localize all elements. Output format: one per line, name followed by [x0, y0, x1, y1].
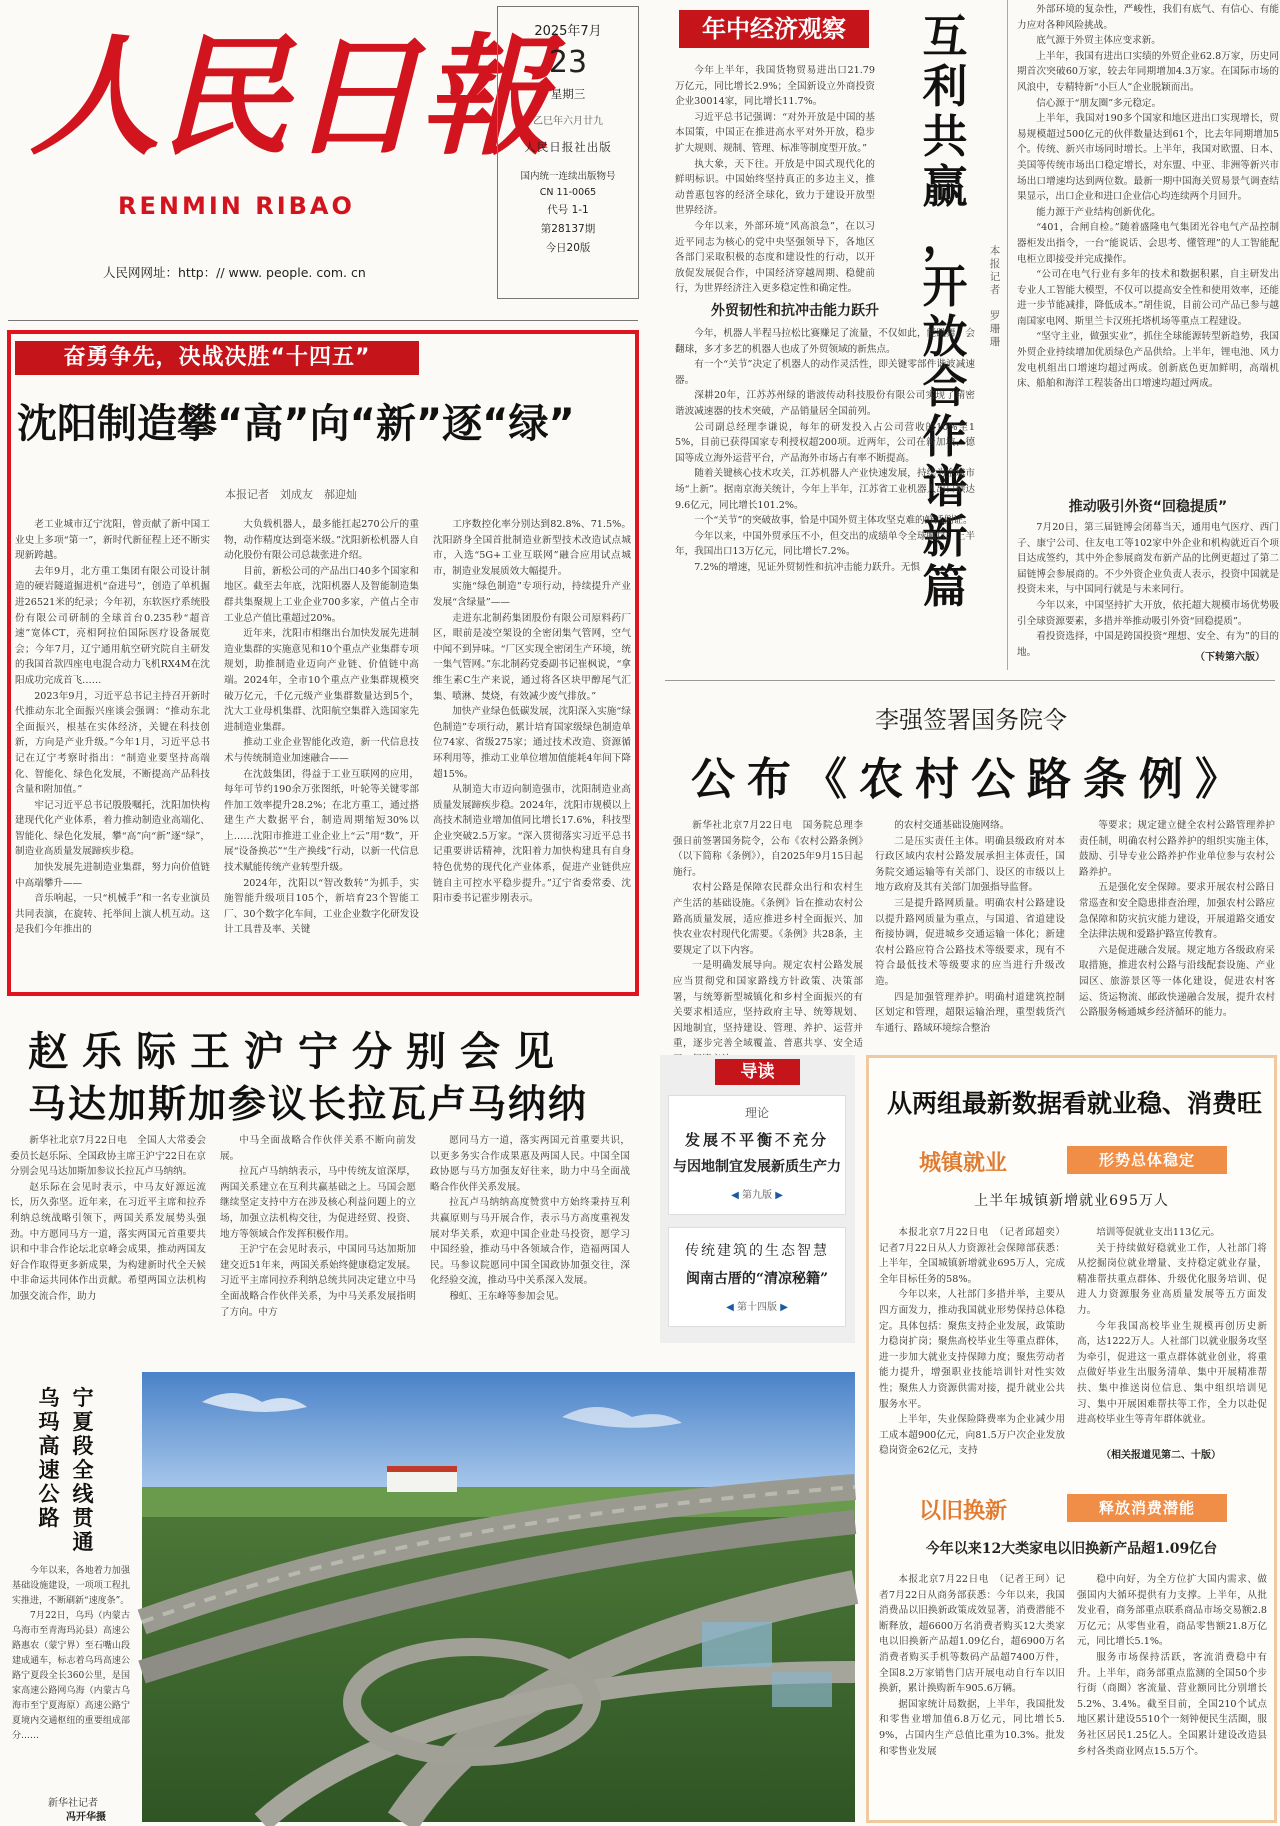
section2-subhead: 今年以来12大类家电以旧换新产品超1.09亿台	[925, 1541, 1218, 1557]
paragraph: 深耕20年，江苏苏州绿的谐波传动科技股份有限公司实现了精密谐波减速器的技术突破，产品销量居全国前列。	[675, 390, 975, 417]
daodu-item-1-kicker: 理论	[744, 1106, 769, 1120]
paragraph: 走进东北制药集团股份有限公司原料药厂区，眼前是凌空架设的全密闭集气管网，空气中闻不到异味。“厂区实现全密闭生产环境，统一集气管网。”东北制药党委副书记崔枫说，“拿维生素C生产来说，通过将各区块甲醇尾气汇集、喷淋、焚烧，有效减少废气排放。”	[433, 612, 631, 702]
paragraph: 据国家统计局数据，上半年，我国批发和零售业增加值6.8万亿元，同比增长5.9%，占国内生产总值比重为10.3%。批发和零售业发展	[879, 1698, 1065, 1757]
midyear-subhead-2: 推动吸引外资“回稳提质”	[1068, 499, 1228, 515]
paragraph: 2023年9月，习近平总书记主持召开新时代推动东北全面振兴座谈会强调：“推动东北全面振兴，根基在实体经济，关键在科技创新，方向是产业升级。”今年1月，习近平总书记在辽宁考察时指出：“制造业要坚持高端化、智能化、绿色化发展，不断提高产品科技含量和附加值。”	[15, 690, 210, 796]
svg-text:人民日報: 人民日報	[30, 20, 551, 173]
paragraph: 上半年，我国有进出口实绩的外贸企业62.8万家，历史同期首次突破60万家，较去年同期增加4.3万家。在国际市场的风浪中，专精特新“小巨人”企业脱颖而出。	[1017, 50, 1279, 93]
paragraph: 加快产业绿色低碳发展，沈阳深入实施“绿色制造”专项行动，累计培育国家级绿色制造单位74家、省级275家；通过技术改造、资源循环利用等，推动工业单位增加值能耗4年间下降超15%。	[433, 706, 631, 780]
paragraph: 今年以来，外部环境“风高浪急”，在以习近平同志为核心的党中央坚强领导下，各地区各部门采取积极的态度和建设性的行动，以开放促发展促合作，中国经济穿越周期、稳健前行，为世界经济注入更多稳定性和确定性。	[675, 220, 875, 295]
paragraph: 公司副总经理李谦说，每年的研发投入占公司营收的10%至15%，目前已获得国家专利授权超200项。近两年，公司在新加坡、德国等成立海外运营平台，产品海外市场占有率不断提高。	[675, 421, 975, 464]
midyear-col-2b	[1017, 520, 1279, 658]
paragraph: 六是促进融合发展。规定地方各级政府采取措施，推进农村公路与沿线配套设施、产业园区、旅游景区等一体化建设，促进农村客运、货运物流、邮政快递融合发展，提升农村公路服务畅通城乡经济循环的能力。	[1079, 944, 1275, 1019]
section2-col-1	[879, 1572, 1065, 1817]
paragraph: 执大象，天下往。开放是中国式现代化的鲜明标识。中国始终坚持真正的多边主义，推动普惠包容的经济全球化，致力于建设开放型世界经济。	[675, 158, 875, 217]
paragraph: 王沪宁在会见时表示，中国同马达加斯加建交近51年来，两国关系始终健康稳定发展。习近平主席同拉乔利纳总统共同决定建立中马全面战略合作伙伴关系，为中马关系发展指明了方向。中方	[220, 1244, 416, 1318]
paragraph: 农村公路是保障农民群众出行和农村生产生活的基础设施。《条例》旨在推动农村公路高质量发展，适应推进乡村全面振兴、加快农业农村现代化需要。《条例》共28条，主要规定了以下内容。	[673, 882, 863, 956]
daodu-item-1-page: 第九版	[742, 1190, 772, 1201]
section1-col-1	[879, 1225, 1065, 1457]
zhaoleji-col-1	[10, 1133, 206, 1333]
daodu-item-2-page: 第十四版	[737, 1302, 777, 1313]
highway-title-col-2: 乌 玛 高 速 公 路	[38, 1386, 60, 1530]
premier-col-1	[673, 818, 863, 1050]
paragraph: 五是强化安全保障。要求开展农村公路日常巡查和安全隐患排查治理，加强农村公路应急保障和防灾抗灾能力建设，开展道路交通安全法律法规和爱路护路宣传教育。	[1079, 882, 1275, 941]
section1-subhead: 上半年城镇新增就业695万人	[974, 1193, 1169, 1209]
daodu-item-1-title-2: 与因地制宜发展新质生产力	[673, 1159, 841, 1175]
zhaoleji-col-2	[220, 1133, 416, 1333]
section1-note[interactable]: （相关报道见第二、十版）	[1101, 1450, 1221, 1461]
paragraph: 一是明确发展导向。规定农村公路发展应当贯彻党和国家路线方针政策、决策部署，与统筹新型城镇化和乡村全面振兴的有关要求相适应，坚持政府主导、统筹规划、因地制宜，坚持建设、管理、养护、运营并重，逐步完善全域覆盖、普惠共享、安全适	[673, 960, 863, 1050]
paragraph: 上半年，我国对190多个国家和地区进出口实现增长，贸易规模超过500亿元的伙伴数量达到61个，比去年同期增加5个。传统、新兴市场同时增长。上半年，我国对欧盟、日本、美国等传统市场出口稳定增长，对东盟、中亚、非洲等新兴市场出口增速均达到两位数。最新一期中国海关贸易景气调查结果显示，出口企业和进口企业信心均连续两个月回升。	[1017, 113, 1279, 203]
lead-col-2	[224, 517, 419, 987]
paragraph: 本报北京7月22日电 （记者邱超奕）记者7月22日从人力资源社会保障部获悉：上半年，全国城镇新增就业695万人，完成全年目标任务的58%。	[879, 1227, 1065, 1285]
paragraph: 的农村交通基础设施网络。	[894, 820, 1010, 831]
paragraph: 稳中向好，为全方位扩大国内需求、做强国内大循环提供有力支撑。上半年，从批发业看，商务部重点联系商品市场交易额2.8万亿元；从零售业看，商品零售额21.8万亿元，同比增长5.1%。	[1077, 1574, 1267, 1648]
zhaoleji-col-3	[430, 1133, 630, 1333]
daodu-item-2-title-2: 闽南古厝的“清凉秘籍”	[685, 1271, 829, 1287]
dateline-box	[497, 6, 639, 299]
paragraph: 老工业城市辽宁沈阳，曾贡献了新中国工业史上多项“第一”，新时代新征程上还不断实现新跨越。	[15, 519, 210, 562]
website-link[interactable]: 人民网网址：http：// www. people. com. cn	[103, 265, 366, 280]
paragraph: “401，合闸自检。”随着盛隆电气集团光谷电气产品控制器柜发出指令，一台“能说话、会思考、懂管理”的人工智能配电柜立即接受并完成操作。	[1017, 222, 1279, 265]
paragraph: 今年以来，各地着力加强基础设施建设，一项项工程扎实推进，不断刷新“速度条”。	[12, 1566, 130, 1606]
paragraph: 三是提升路网质量。明确农村公路建设以提升路网质量为重点，与国道、省道建设衔接协调，促进城乡交通运输一体化；新建农村公路应符合公路技术等级要求，现有不符合最低技术等级要求的应当进行升级改造。	[875, 897, 1065, 987]
paragraph: 二是压实责任主体。明确县级政府对本行政区域内农村公路发展承担主体责任，国务院交通运输等有关部门、设区的市级以上地方政府及其有关部门加强指导监督。	[875, 835, 1065, 894]
premier-title[interactable]: 公布《农村公路条例》	[691, 754, 1251, 805]
arrow-right-icon: ▶	[780, 1302, 788, 1313]
zhaoleji-title-1[interactable]: 赵乐际王沪宁分别会见	[28, 1028, 568, 1075]
masthead-pinyin: RENMIN RIBAO	[118, 192, 355, 220]
lead-banner: 奋勇争先，决战决胜“十四五”	[15, 341, 419, 375]
highway-article[interactable]	[8, 1356, 138, 1824]
section1-left-label: 城镇就业	[919, 1151, 1008, 1176]
highway-title-col-1: 宁 夏 段 全 线 贯 通	[72, 1386, 94, 1554]
arrow-right-icon: ▶	[775, 1190, 783, 1201]
paragraph: 7.2%的增速，见证外贸韧性和抗冲击能力跃升。无惧	[694, 561, 921, 573]
section2-col-2	[1077, 1572, 1267, 1817]
daodu-item-2-title-1: 传统建筑的生态智慧	[685, 1243, 829, 1259]
paragraph: 2024年，沈阳以“智改数转”为抓手，实施智能升级项目105个，新培育23个智能工厂、30个数字化车间，工业企业数字化研发设计工具普及率、关键	[224, 877, 419, 936]
premier-col-2	[875, 818, 1065, 1033]
midyear-col-2a	[1017, 2, 1279, 490]
paragraph: 音乐响起，一只“机械手”和一名专业演员共同表演，在旋转、托举间上演人机互动。这是我们今年推出的	[15, 893, 210, 936]
paragraph: 今年我国高校毕业生规模再创历史新高，达1222万人。人社部门以就业服务攻坚为牵引，促进这一重点群体就业创业，将重点做好毕业生出服务清单、集中开展精准帮扶、集中推送岗位信息、集中组织培训见习、集中开展困难帮扶等工作，全力以赴促进高校毕业生等青年群体就业。	[1077, 1320, 1267, 1426]
daodu-item-1[interactable]	[668, 1095, 846, 1215]
paragraph: 实施“绿色制造”专项行动，持续提升产业发展“含绿量”——	[433, 581, 631, 608]
section1-right-label: 形势总体稳定	[1067, 1146, 1227, 1174]
paragraph: 随着关键核心技术攻关，江苏机器人产业快速发展，持续为全球市场“上新”。据南京海关统计，今年上半年，江苏省工业机器人出口额达9.6亿元，同比增长101.2%。	[675, 468, 975, 511]
arrow-left-icon: ◀	[726, 1302, 734, 1313]
paragraph: 能力源于产业结构创新优化。	[1036, 206, 1161, 218]
paragraph: 看投资选择，中国是跨国投资“理想、安全、有为”的目的地。	[1017, 631, 1279, 658]
paragraph: 有一个“关节”决定了机器人的动作灵活性，即关键零部件谐波减速器。	[675, 359, 975, 386]
masthead-logo	[22, 2, 551, 187]
premier-col-3	[1079, 818, 1275, 1033]
section2-left-label: 以旧换新	[919, 1499, 1008, 1524]
paragraph: “坚守主业，做强实业”，抓住全球能源转型新趋势，我国外贸企业持续增加优质绿色产品供给。上半年，锂电池、风力发电机组出口增速均超过两成。创新底色更加鲜明，高端机床、船舶和海洋工程装备出口增速均超过两成。	[1017, 331, 1279, 390]
paragraph: 新华社北京7月22日电 全国人大常委会委员长赵乐际、全国政协主席王沪宁22日在京分别会见马达加斯加参议长拉瓦卢马纳纳。	[10, 1135, 206, 1178]
lead-col-3	[433, 517, 631, 987]
paragraph: “公司在电气行业有多年的技术和数据积累，自主研发出专业人工智能大模型，不仅可以提高安全性和使用效率，还能进一步节能减排，降低成本。”胡佳说，目前公司产品已参与越南国家电网、斯里兰卡汉班托塔机场等重点工程建设。	[1017, 269, 1279, 327]
employment-box	[866, 1055, 1277, 1823]
paragraph: 信心源于“朋友圈”多元稳定。	[1036, 97, 1162, 109]
date-weekday: 星期三	[550, 87, 586, 101]
paragraph: 今年上半年，我国货物贸易进出口21.79万亿元，同比增长2.9%；全国新设立外商投资企业30014家，同比增长11.7%。	[675, 65, 875, 108]
paragraph: 去年9月，北方重工集团有限公司设计制造的硬岩隧道掘进机“奋进号”，创造了单机掘进26521米的纪录；今年初，东软医疗系统股份有限公司研制的全球首台0.235秒“超音速”宽体CT，亮相阿拉伯国际医疗设备展览会；今年7月，辽宁通用航空研究院自主研发的我国首款四座电电混合动力飞机RX4M在沈阳成功完成首飞……	[15, 565, 210, 686]
paragraph: 今年，机器人半程马拉松比赛赚足了流量，不仅如此，能跳舞、会翻球，多才多艺的机器人也成了外贸领域的新焦点。	[675, 328, 975, 355]
daodu-tag: 导读	[715, 1059, 800, 1085]
premier-article[interactable]	[665, 690, 1277, 1050]
paragraph: 牢记习近平总书记殷殷嘱托，沈阳加快构建现代化产业体系，着力推动制造业高端化、智能化、绿色化发展，攀“高”向“新”逐“绿”，制造业高质量发展蹄疾步稳。	[15, 799, 210, 858]
date-yearmonth: 2025年7月	[534, 24, 602, 39]
paragraph: 拉瓦卢马纳纳表示，马中传统友谊深厚，两国关系建立在互利共赢基础之上。马国会愿继续坚定支持中方在涉及核心利益问题上的立场，加强立法机构交往，为促进经贸、投资、地方等领域合作发挥积极作用。	[220, 1166, 416, 1240]
date-lunar: 乙巳年六月廿九	[533, 116, 603, 127]
lead-byline: 本报记者 刘成友 郝迎灿	[225, 488, 357, 501]
paragraph: 外部环境的复杂性，严峻性，我们有底气、有信心、有能力应对各种风险挑战。	[1017, 4, 1279, 31]
paragraph: 底气源于外贸主体应变求新。	[1036, 35, 1161, 47]
arrow-left-icon: ◀	[731, 1190, 739, 1201]
code-number: 代号 1-1	[547, 204, 589, 216]
highway-photo	[142, 1372, 855, 1822]
midyear-byline: 本 报 记 者 罗 珊 珊	[989, 245, 1001, 348]
paragraph: 一个“关节”的突破故事，恰是中国外贸主体攻坚克难的鲜活例证。	[694, 515, 973, 527]
paragraph: 拉瓦卢马纳纳高度赞赏中方始终秉持互利共赢原则与马开展合作，表示马方高度重视发展对华关系，欢迎中国企业赴马投资，愿学习中国经验，推动马中各领域合作，造福两国人民。马参议院愿同中国全国政协加强交往，深化经验交流，推动马中关系深入发展。	[430, 1197, 630, 1287]
cn-number: CN 11-0065	[539, 187, 597, 198]
lead-col-1	[15, 517, 210, 987]
highway-text	[12, 1564, 130, 1784]
midyear-vertical-title[interactable]: 互 利 共 赢 ， 开 放 合 作 谱 新 篇	[922, 10, 968, 613]
paragraph: 穆虹、王东峰等参加会见。	[449, 1290, 565, 1302]
paragraph: 服务市场保持活跃，客流消费稳中有升。上半年，商务部重点监测的全国50个步行街（商圈）客流量、营业额同比分别增长5.2%、3.4%。截至目前，全国210个试点地区累计建设5510个一刻钟便民生活圈，服务社区居民1.25亿人。全国累计建设改造县乡村各类商业网点15.5万个。	[1077, 1651, 1267, 1757]
paragraph: 赵乐际在会见时表示，中马友好源远流长，历久弥坚。近年来，在习近平主席和拉乔利纳总统战略引领下，两国关系发展势头强劲。中方愿同马方一道，落实两国元首重要共识和中非合作论坛北京峰会成果，推动两国友好合作取得更多新成果，为构建新时代全天候中非命运共同体作出贡献。希望两国立法机构加强交流合作，助力	[10, 1181, 206, 1302]
paragraph: 中马全面战略合作伙伴关系不断向前发展。	[220, 1135, 416, 1162]
paragraph: 本报北京7月22日电 （记者王珂）记者7月22日从商务部获悉：今年以来，我国消费品以旧换新政策成效显著，消费潜能不断释放，超6600万名消费者购买12大类家电以旧换新产品超1.09亿台，超6900万名消费者购买手机等数码产品超7400万件，全国8.2万家销售门店开展电动自行车以旧换新，累计换购新车905.6万辆。	[879, 1574, 1065, 1695]
paragraph: 从制造大市迈向制造强市，沈阳制造业高质量发展蹄疾步稳。2024年，沈阳市规模以上高技术制造业增加值同比增长17.6%，科技型企业突破2.5万家。“深入贯彻落实习近平总书记重要讲话精神，沈阳着力加快构建具有自身特色优势的现代化产业体系，促进产业链供应链自主可控水平稳步提升。”辽宁省委常委、沈阳市委书记霍步刚表示。	[433, 784, 631, 905]
paragraph: 目前，新松公司的产品出口40多个国家和地区。截至去年底，沈阳机器人及智能制造集群共集聚规上工业企业700多家，产值占全市工业总产值比重超过20%。	[224, 565, 419, 624]
paragraph: 四是加强管理养护。明确村道建筑控制区划定和管理，超限运输治理，重型载货汽车通行、路域环境综合整治	[875, 991, 1065, 1034]
section1-col-2	[1077, 1225, 1267, 1443]
highway-photo-credit: 新华社记者	[48, 1798, 98, 1809]
highway-photographer: 冯开华摄	[66, 1812, 106, 1823]
serial-label: 国内统一连续出版物号	[520, 171, 616, 182]
lead-article[interactable]	[7, 330, 639, 996]
issue-number: 第28137期	[540, 223, 596, 235]
zhaoleji-title-2[interactable]: 马达加斯加参议长拉瓦卢马纳纳	[28, 1081, 589, 1126]
midyear-col-1a	[675, 63, 875, 293]
paragraph: 新华社北京7月22日电 国务院总理李强日前签署国务院令，公布《农村公路条例》（以下简称《条例》），自2025年9月15日起施行。	[673, 820, 863, 878]
paragraph: 推动工业企业智能化改造，新一代信息技术与传统制造业加速融合——	[224, 737, 419, 764]
daodu-item-2[interactable]	[668, 1227, 846, 1327]
paragraph: 关于持续做好稳就业工作，人社部门将从挖掘岗位就业增量、支持稳定就业存量，精准帮扶重点群体、升级优化服务培训、促进人力资源服务业高质量发展等五方面发力。	[1077, 1242, 1267, 1316]
zhaoleji-article[interactable]	[8, 1010, 643, 1330]
daodu-box	[660, 1055, 855, 1343]
paragraph: 在沈鼓集团，得益于工业互联网的应用，每年可节约190余万张图纸，叶轮等关键零部件加工效率提升28.2%；在北方重工，通过搭建生产大数据平台，制造周期缩短30%以上……沈阳市推进工业企业上“云”用“数”，开展“设备换芯”“生产换线”行动，以新一代信息技术赋能传统产业转型升级。	[224, 768, 419, 874]
paragraph: 愿同马方一道，落实两国元首重要共识，以更多务实合作成果惠及两国人民。中国全国政协愿与马方加强友好往来，助力中马全面战略合作伙伴关系发展。	[430, 1135, 630, 1193]
midyear-section	[665, 0, 1280, 680]
date-day: 23	[548, 45, 588, 80]
paragraph: 等要求；规定建立健全农村公路管理养护责任制，明确农村公路养护的组织实施主体，鼓励、引导专业公路养护作业单位参与农村公路养护。	[1079, 820, 1275, 878]
paragraph: 7月22日，乌玛（内蒙古乌海市至青海玛沁县）高速公路惠农（蒙宁界）至石嘴山段建成通车，标志着乌玛高速公路宁夏段全长360公里，是国家高速公路网乌海（内蒙古乌海市至宁夏海原）高速公路宁夏境内交通枢纽的重要组成部分……	[12, 1611, 130, 1741]
midyear-col-1b	[675, 326, 975, 666]
midyear-tag: 年中经济观察	[679, 10, 869, 48]
page-count: 今日20版	[545, 242, 591, 254]
lead-title[interactable]: 沈阳制造攀“高”向“新”逐“绿”	[17, 401, 575, 447]
midyear-continued[interactable]: （下转第六版）	[1195, 652, 1265, 663]
publisher: 人民日报社出版	[524, 140, 612, 154]
paragraph: 近年来，沈阳市相继出台加快发展先进制造业集群的实施意见和10个重点产业集群专项规划，助推制造业迈向产业链、价值链中高端。2024年，全市10个重点产业集群规模突破万亿元，千亿元级产业集群数量达到5个，沈大工业母机集群、沈阳航空集群入选国家先进制造业集群。	[224, 628, 419, 733]
paragraph: 加快发展先进制造业集群，努力向价值链中高端攀升——	[15, 862, 210, 889]
masthead	[0, 0, 551, 280]
section2-right-label: 释放消费潜能	[1067, 1494, 1227, 1522]
paragraph: 7月20日，第三届链博会闭幕当天，通用电气医疗、西门子、康宁公司、住友电工等102家中外企业和机构就近百个项目达成签约，其中外企参展商发布新产品的比例更超过了第二届链博会参展商的。不少外资企业负责人表示，投资中国就是投资未来，与中国同行就是与未来同行。	[1017, 522, 1279, 596]
paragraph: 工序数控化率分别达到82.8%、71.5%。沈阳跻身全国首批制造业新型技术改造试点城市，入选“5G+工业互联网”融合应用试点城市，制造业发展质效大幅提升。	[433, 519, 631, 577]
employment-headline[interactable]: 从两组最新数据看就业稳、消费旺	[886, 1089, 1262, 1118]
midyear-subhead-1: 外贸韧性和抗冲击能力跃升	[711, 303, 879, 319]
paragraph: 今年以来，人社部门多措并举，主要从四方面发力，推动我国就业形势保持总体稳定。具体包括：聚焦支持企业发展，政策助力稳岗扩岗；聚焦高校毕业生等重点群体，进一步加大就业支持保障力度；聚焦劳动者能力提升，增强职业技能培训针对性实效性；聚焦人力资源供需对接，提升就业公共服务水平。	[879, 1289, 1065, 1410]
paragraph: 大负载机器人，最多能扛起270公斤的重物，动作精度达到毫米级。”沈阳新松机器人自动化股份有限公司总裁张进介绍。	[224, 519, 419, 562]
paragraph: 习近平总书记强调：“对外开放是中国的基本国策，中国正在推进高水平对外开放，稳步扩大规则、规制、管理、标准等制度型开放。”	[675, 111, 875, 154]
paragraph: 今年以来，中国外贸承压不小，但交出的成绩单令全球瞩目：上半年，我国出口13万亿元，同比增长7.2%。	[675, 530, 975, 558]
paragraph: 培训等促就业支出113亿元。	[1096, 1227, 1221, 1238]
daodu-item-1-title-1: 发展不平衡不充分	[684, 1131, 829, 1149]
paragraph: 上半年，失业保险降费率为企业减少用工成本超900亿元，向81.5万户次企业发放稳岗资金62亿元，支持	[879, 1414, 1065, 1457]
premier-kicker: 李强签署国务院令	[875, 706, 1067, 734]
paragraph: 今年以来，中国坚持扩大开放，依托超大规模市场优势吸引全球资源要素，多措并举推动吸引外资“回稳提质”。	[1017, 599, 1279, 627]
